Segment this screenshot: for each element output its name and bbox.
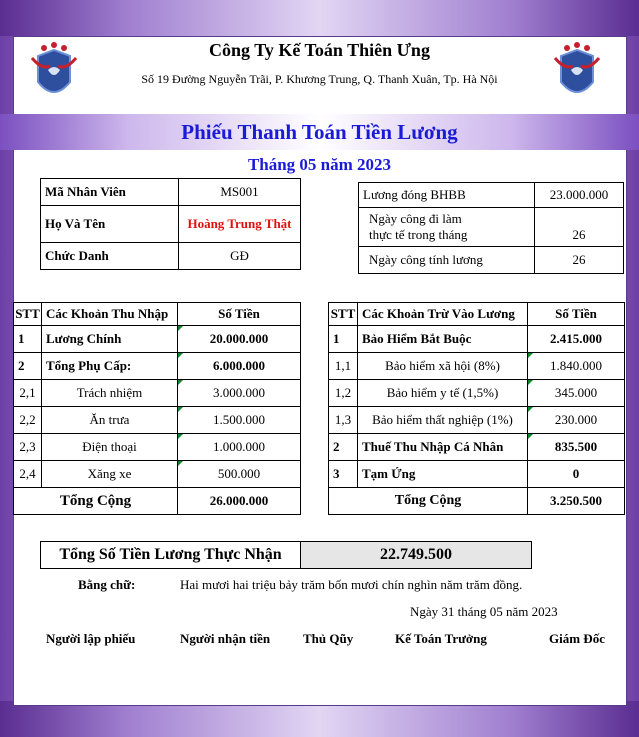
income-header-amount: Số Tiền bbox=[177, 302, 301, 326]
deduction-row-item: Bảo Hiểm Bắt Buộc bbox=[357, 325, 528, 353]
company-logo-right bbox=[553, 36, 601, 108]
income-row-stt: 1 bbox=[13, 325, 42, 353]
deduction-header-stt: STT bbox=[328, 302, 358, 326]
income-row-stt: 2,4 bbox=[13, 460, 42, 488]
income-total-value: 26.000.000 bbox=[177, 487, 301, 515]
page-title: Phiếu Thanh Toán Tiền Lương bbox=[181, 120, 458, 144]
income-row-amount: 1.500.000 bbox=[177, 406, 301, 434]
employee-id-label: Mã Nhân Viên bbox=[40, 178, 179, 206]
period: Tháng 05 năm 2023 bbox=[247, 155, 392, 174]
deduction-row-amount: 230.000 bbox=[527, 406, 625, 434]
deduction-row-stt: 1,3 bbox=[328, 406, 358, 434]
in-words-label: Bằng chữ: bbox=[78, 577, 136, 592]
net-pay-label: Tổng Số Tiền Lương Thực Nhận bbox=[40, 541, 301, 569]
deduction-row-stt: 1,1 bbox=[328, 352, 358, 380]
income-row-amount: 1.000.000 bbox=[177, 433, 301, 461]
income-row-stt: 2 bbox=[13, 352, 42, 380]
company-name: Công Ty Kế Toán Thiên Ưng bbox=[209, 40, 430, 60]
actual-days-value: 26 bbox=[534, 207, 624, 247]
income-row-stt: 2,2 bbox=[13, 406, 42, 434]
signature-director: Giám Đốc bbox=[549, 631, 605, 646]
insurance-base-value: 23.000.000 bbox=[534, 182, 624, 208]
deduction-row-stt: 1,2 bbox=[328, 379, 358, 407]
income-row-item: Điện thoại bbox=[41, 433, 178, 461]
deduction-total-label: Tổng Cộng bbox=[328, 487, 528, 515]
deduction-header-item: Các Khoản Trừ Vào Lương bbox=[357, 302, 528, 326]
signature-recipient: Người nhận tiền bbox=[180, 631, 271, 646]
employee-name-label: Họ Và Tên bbox=[40, 205, 179, 243]
position-value: GĐ bbox=[178, 242, 301, 270]
income-header-stt: STT bbox=[13, 302, 42, 326]
deduction-row-item: Tạm Ứng bbox=[357, 460, 528, 488]
in-words-value: Hai mươi hai triệu bảy trăm bốn mươi chín nghìn năm trăm đồng. bbox=[180, 577, 523, 592]
deduction-row-amount: 1.840.000 bbox=[527, 352, 625, 380]
deduction-row-item: Bảo hiểm xã hội (8%) bbox=[357, 352, 528, 380]
deduction-header-amount: Số Tiền bbox=[527, 302, 625, 326]
income-row-item: Xăng xe bbox=[41, 460, 178, 488]
position-label: Chức Danh bbox=[40, 242, 179, 270]
income-total-label: Tổng Cộng bbox=[13, 487, 178, 515]
paid-days-label: Ngày công tính lương bbox=[358, 246, 535, 274]
company-address: Số 19 Đường Nguyễn Trãi, P. Khương Trung, Q. Thanh Xuân, Tp. Hà Nội bbox=[141, 72, 498, 86]
income-row-stt: 2,3 bbox=[13, 433, 42, 461]
deduction-row-stt: 2 bbox=[328, 433, 358, 461]
deduction-row-item: Bảo hiểm thất nghiệp (1%) bbox=[357, 406, 528, 434]
deduction-row-amount: 0 bbox=[527, 460, 625, 488]
income-row-amount: 6.000.000 bbox=[177, 352, 301, 380]
company-logo-left bbox=[30, 36, 78, 108]
employee-id-value: MS001 bbox=[178, 178, 301, 206]
income-row-amount: 500.000 bbox=[177, 460, 301, 488]
deduction-row-amount: 345.000 bbox=[527, 379, 625, 407]
income-row-item: Lương Chính bbox=[41, 325, 178, 353]
insurance-base-label: Lương đóng BHBB bbox=[358, 182, 535, 208]
income-row-stt: 2,1 bbox=[13, 379, 42, 407]
actual-days-label-line1: Ngày công đi làm bbox=[369, 211, 462, 226]
deduction-row-item: Thuế Thu Nhập Cá Nhân bbox=[357, 433, 528, 461]
deduction-row-amount: 2.415.000 bbox=[527, 325, 625, 353]
deduction-row-amount: 835.500 bbox=[527, 433, 625, 461]
bottom-band bbox=[0, 701, 639, 737]
deduction-row-item: Bảo hiểm y tế (1,5%) bbox=[357, 379, 528, 407]
issue-date: Ngày 31 tháng 05 năm 2023 bbox=[410, 604, 558, 619]
deduction-row-stt: 1 bbox=[328, 325, 358, 353]
top-band bbox=[0, 0, 639, 36]
income-header-item: Các Khoản Thu Nhập bbox=[41, 302, 178, 326]
signature-cashier: Thủ Qũy bbox=[303, 631, 354, 646]
deduction-total-value: 3.250.500 bbox=[527, 487, 625, 515]
actual-days-label bbox=[358, 207, 535, 247]
deduction-row-stt: 3 bbox=[328, 460, 358, 488]
income-row-amount: 3.000.000 bbox=[177, 379, 301, 407]
net-pay-value: 22.749.500 bbox=[300, 541, 532, 569]
employee-name-value: Hoàng Trung Thật bbox=[178, 205, 301, 243]
income-row-item: Tổng Phụ Cấp: bbox=[41, 352, 178, 380]
income-row-item: Trách nhiệm bbox=[41, 379, 178, 407]
paid-days-value: 26 bbox=[534, 246, 624, 274]
signature-preparer: Người lập phiếu bbox=[46, 631, 136, 646]
actual-days-label-line2: thực tế trong tháng bbox=[369, 227, 468, 242]
signature-chief-accountant: Kế Toán Trưởng bbox=[395, 631, 487, 646]
income-row-item: Ăn trưa bbox=[41, 406, 178, 434]
income-row-amount: 20.000.000 bbox=[177, 325, 301, 353]
